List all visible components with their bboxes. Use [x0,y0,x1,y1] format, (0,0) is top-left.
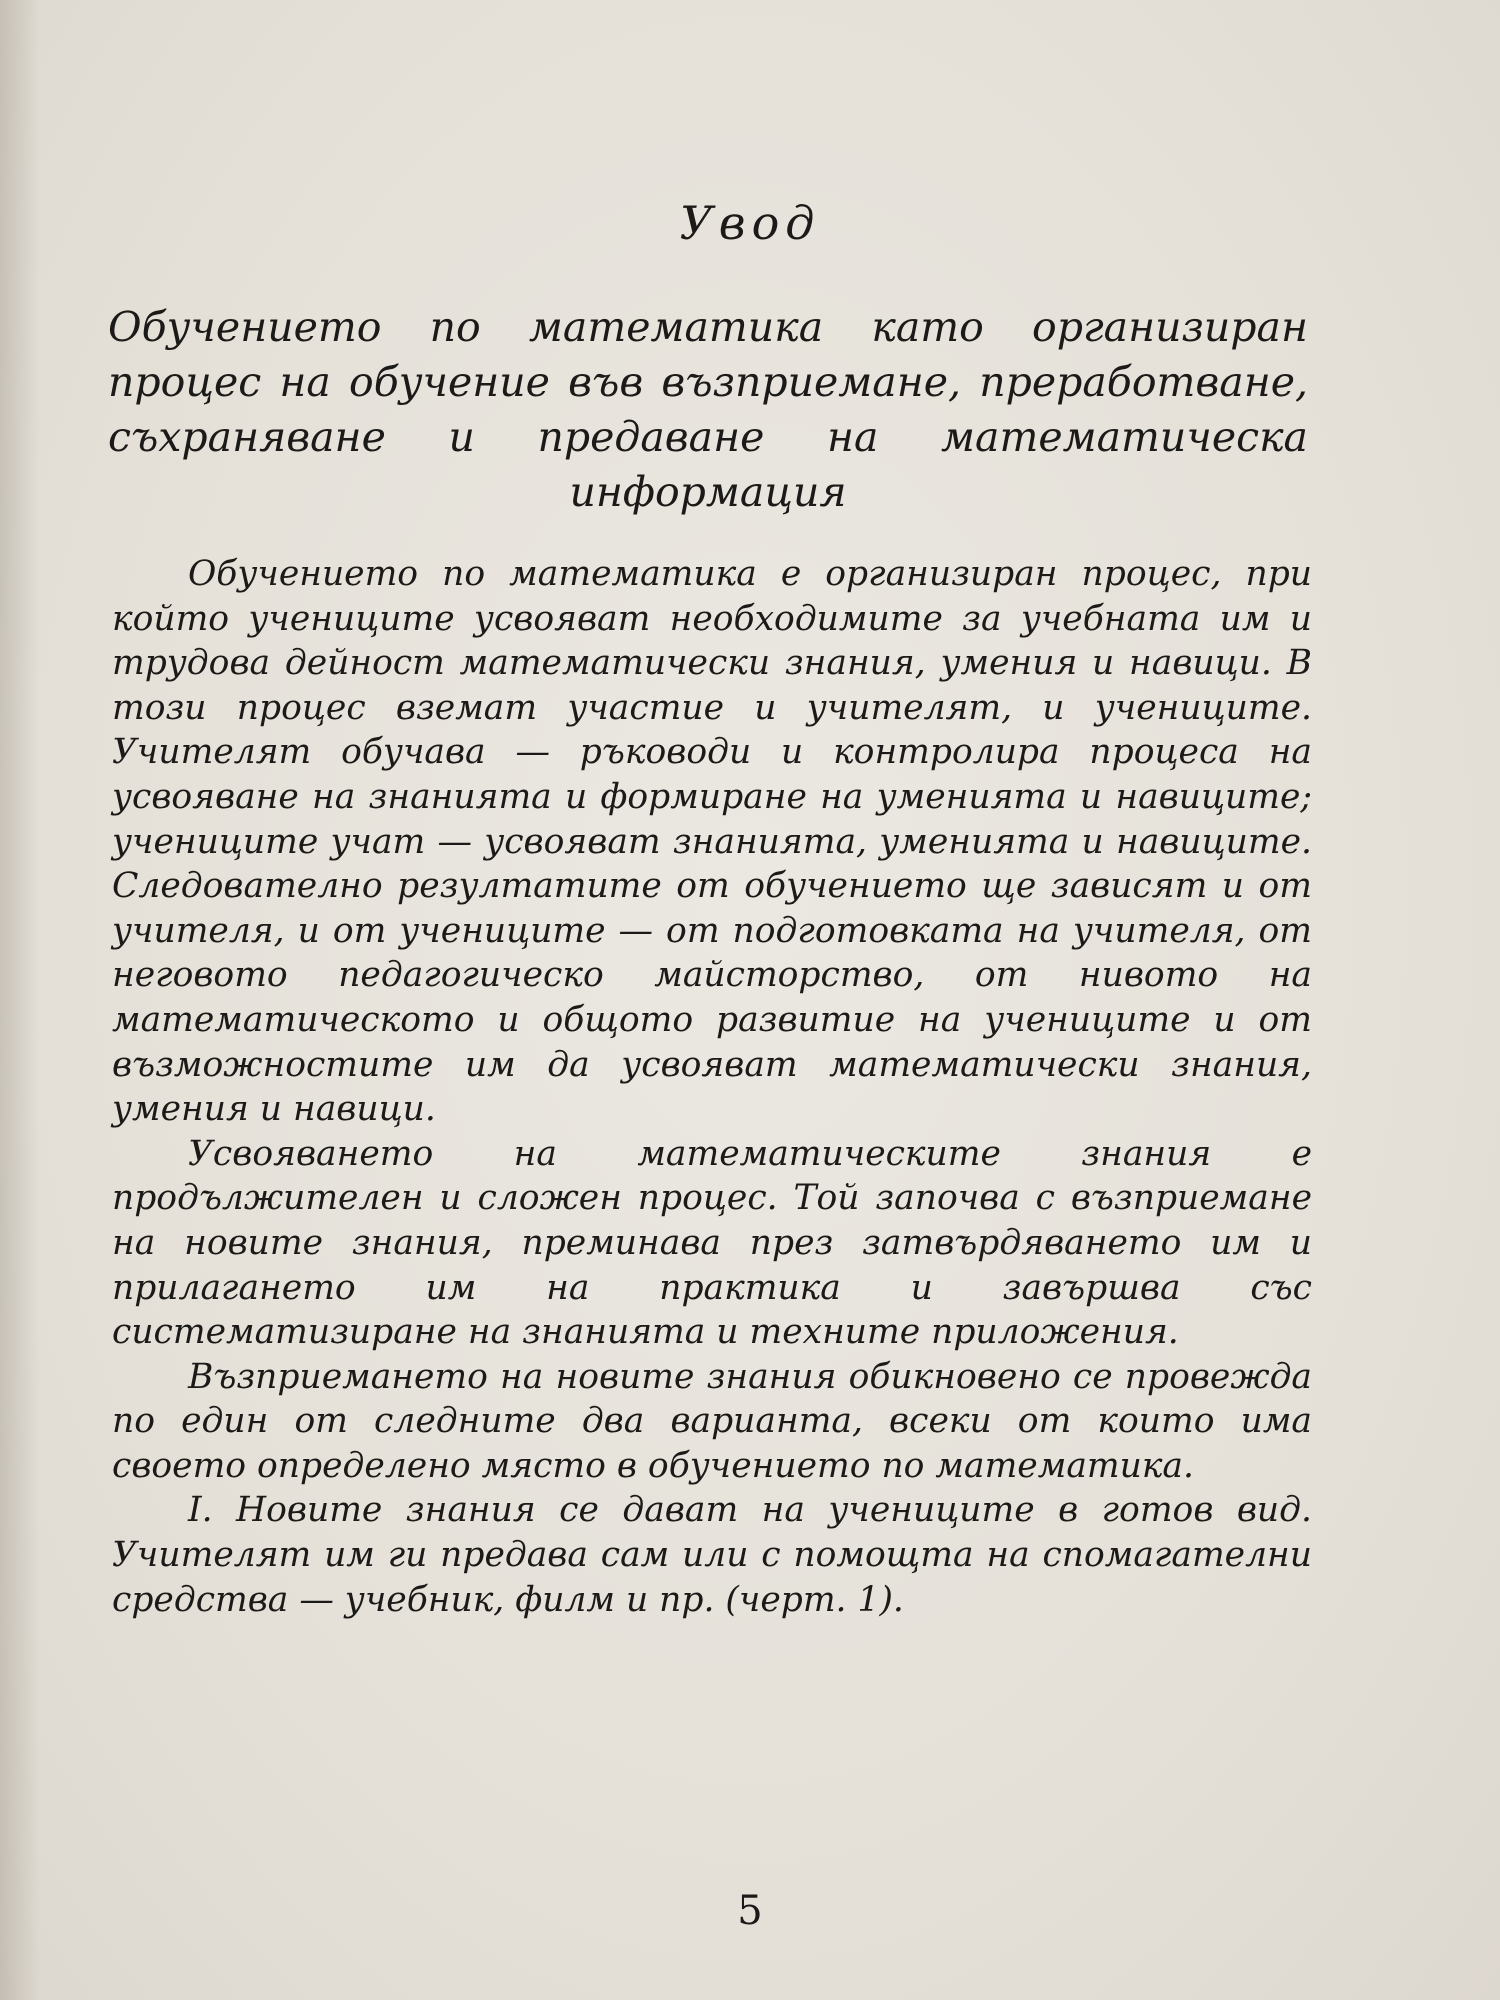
paragraph: I. Новите знания се дават на учениците в готов вид. Учителят им ги предава сам или с помощта на спомагателни средства — учебник, филм и пр. (черт. 1). [112,1490,1312,1620]
paragraph: Усвояването на математическите знания е продължителен и сложен процес. Той започва с възприемане на новите знания, преминава през затвърдяването им и прилагането им на практика и завършва със систематизиране на знанията и техните приложения. [112,1133,1312,1353]
chapter-heading: Обучението по математика като организиран процес на обучение във възприемане, преработване, съхраняване и предаване на математическа информация [108,303,1308,516]
spine-shadow [0,0,40,2000]
paragraph: Възприемането на новите знания обикновено се провежда по един от следните два варианта, всеки от които има своето определено място в обучението по математика. [112,1356,1312,1486]
page-number: 5 [737,1888,763,1934]
section-title: Увод [679,196,821,250]
body-text [112,552,1312,1622]
paragraph: Обучението по математика е организиран процес, при който учениците усвояват необходимите за учебната им и трудова дейност математически знания, умения и навици. В този процес вземат участие и учителят, и учениците. Учителят обучава — ръководи и контролира процеса на усвояване на знанията и формиране на уменията и навиците; учениците учат — усвояват знанията, уменията и навиците. Следователно резултатите от обучението ще зависят и от учителя, и от учениците — от подготовката на учителя, от неговото педагогическо майсторство, от нивото на математическото и общото развитие на учениците и от възможностите им да усвояват математически знания, умения и навици. [112,554,1312,1130]
